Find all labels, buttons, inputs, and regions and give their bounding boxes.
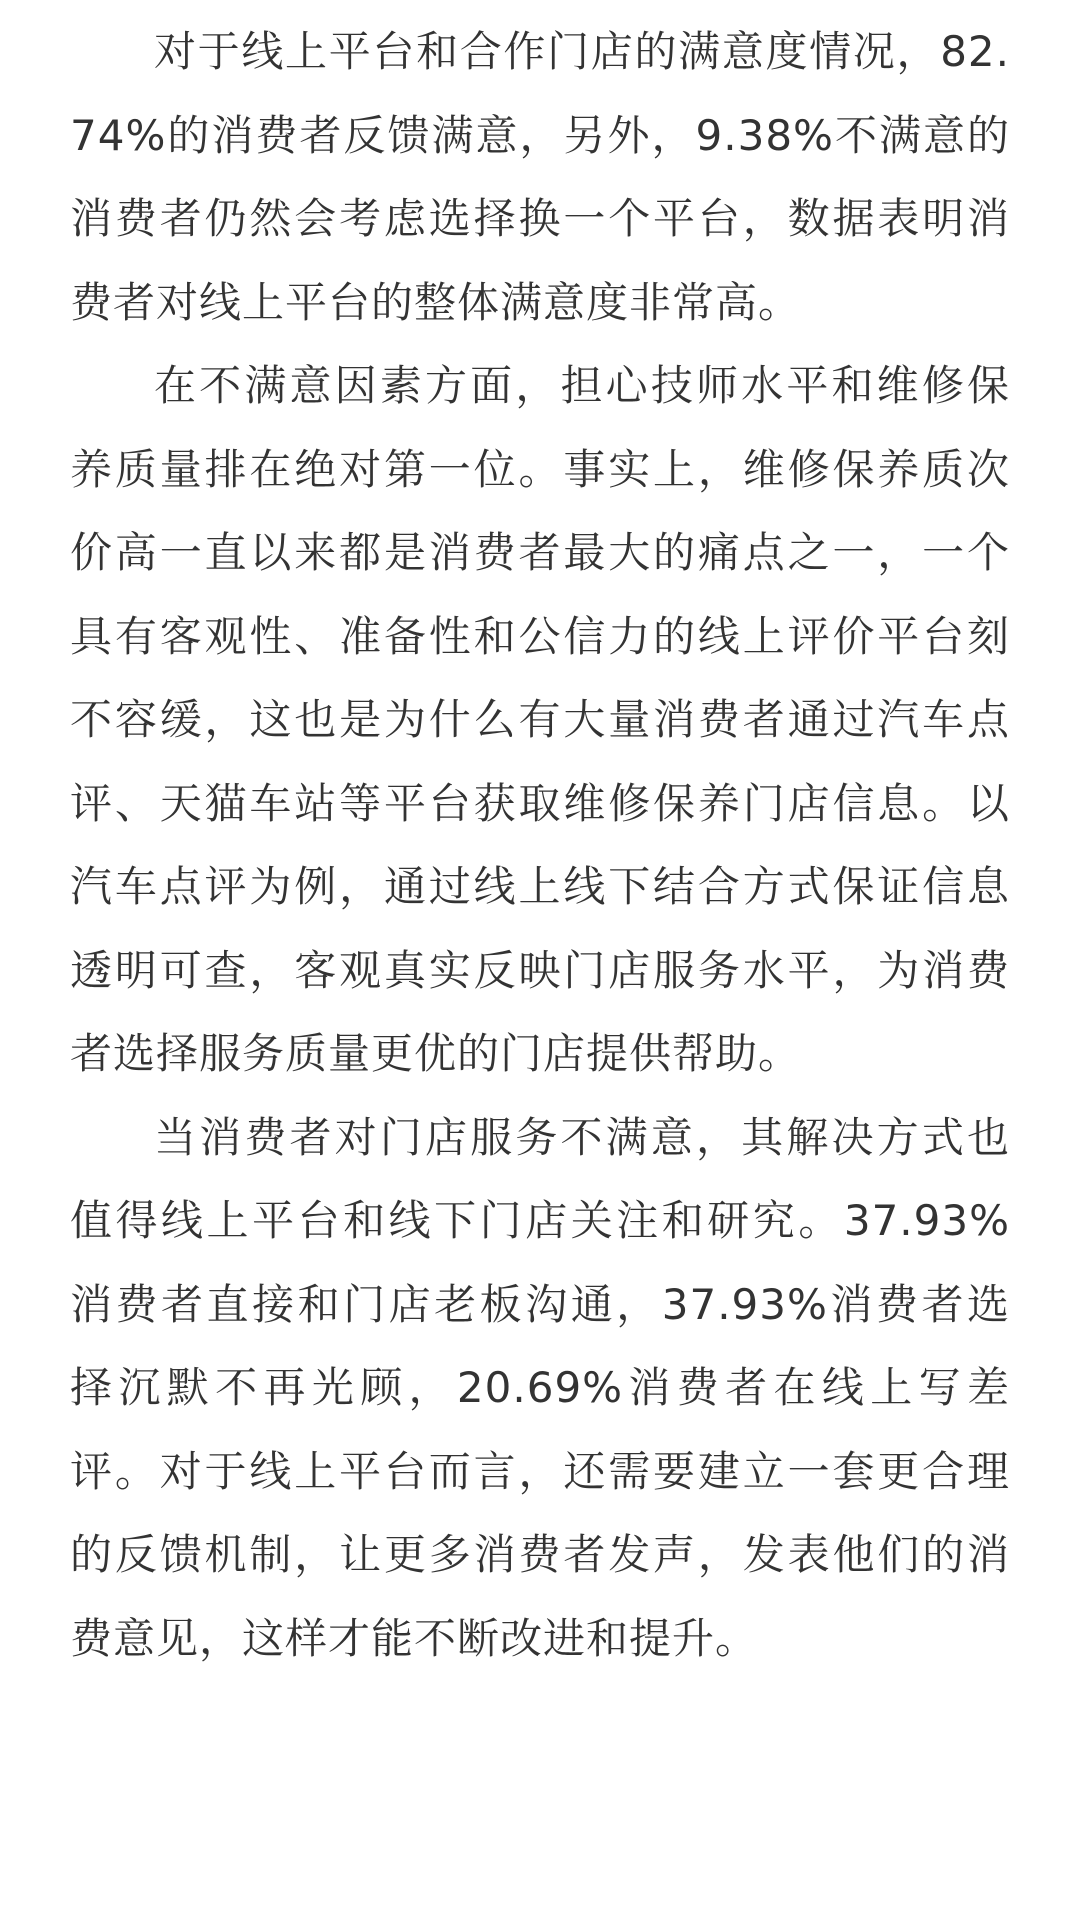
- paragraph-dissatisfaction-factors: 在不满意因素方面，担心技师水平和维修保养质量排在绝对第一位。事实上，维修保养质次价高一直以来都是消费者最大的痛点之一，一个具有客观性、准备性和公信力的线上评价平台刻不容缓，这也是为什么有大量消费者通过汽车点评、天猫车站等平台获取维修保养门店信息。以汽车点评为例，通过线上线下结合方式保证信息透明可查，客观真实反映门店服务水平，为消费者选择服务质量更优的门店提供帮助。: [70, 361, 1010, 1078]
- article-body: [70, 10, 1010, 1680]
- paragraph-satisfaction: 对于线上平台和合作门店的满意度情况，82.74%的消费者反馈满意，另外，9.38%不满意的消费者仍然会考虑选择换一个平台，数据表明消费者对线上平台的整体满意度非常高。: [70, 27, 1010, 327]
- paragraph-resolution-methods: 当消费者对门店服务不满意，其解决方式也值得线上平台和线下门店关注和研究。37.93%消费者直接和门店老板沟通，37.93%消费者选择沉默不再光顾，20.69%消费者在线上写差评。对于线上平台而言，还需要建立一套更合理的反馈机制，让更多消费者发声，发表他们的消费意见，这样才能不断改进和提升。: [70, 1112, 1010, 1663]
